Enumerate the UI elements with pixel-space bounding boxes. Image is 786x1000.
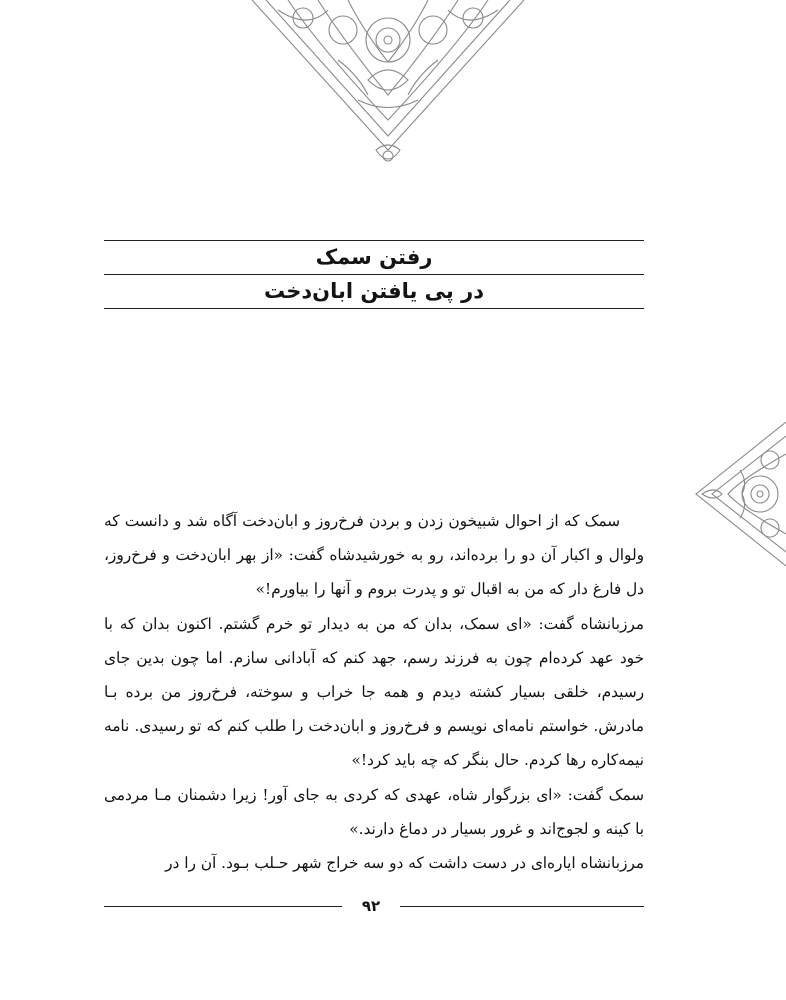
side-arabesque-ornament	[690, 420, 786, 568]
paragraph-3: سمک گفت: «ای بزرگوار شاه، عهدی که کردی به جای آور! زیرا دشمنان مـا مردمی با کینه و لجوج‌اند و غرور بسیار در دماغ دارند.»	[104, 785, 644, 838]
chapter-title-line-2: در پی یافتن ابان‌دخت	[264, 279, 484, 303]
body-text	[104, 504, 644, 880]
title-rule-bottom	[104, 308, 644, 309]
page-footer	[104, 896, 644, 916]
paragraph-1: سمک که از احوال شبیخون زدن و بردن فرخ‌روز و ابان‌دخت آگاه شد و دانست که ولوال و اکبار آن دو را برده‌اند، رو به خورشیدشاه گفت: «از بهر ابان‌دخت و فرخ‌روز، دل فارغ دار که من به اقبال تو و پدرت بروم و آنها را بیاورم!»	[104, 512, 644, 599]
chapter-title	[104, 240, 644, 309]
paragraph-4: مرزبانشاه ایاره‌ای در دست داشت که دو سه خراج شهر حـلب بـود. آن را در	[165, 854, 644, 873]
page-number: ۹۲	[361, 897, 381, 915]
footer-rule-right	[400, 906, 644, 907]
footer-rule-left	[104, 906, 342, 907]
chapter-title-line-1: رفتن سمک	[315, 245, 433, 269]
paragraph-2: مرزبانشاه گفت: «ای سمک، بدان که من به دیدار تو خرم گشتم. اکنون بدان که با خود عهد کرده‌ام چون به فرزند رسم، جهد کنم که آبادانی سازم. اما چون بدین جای رسیدم، خلقی بسیار کشته دیدم و همه جا خراب و سوخته، فرخ‌روز من برده بـا مادرش. خواستم نامه‌ای نویسم و فرخ‌روز و ابان‌دخت را طلب کنم که تو رسیدی. نامه نیمه‌کاره رها کردم. حال بنگر که چه باید کرد!»	[104, 614, 644, 770]
top-arabesque-ornament	[248, 0, 528, 172]
